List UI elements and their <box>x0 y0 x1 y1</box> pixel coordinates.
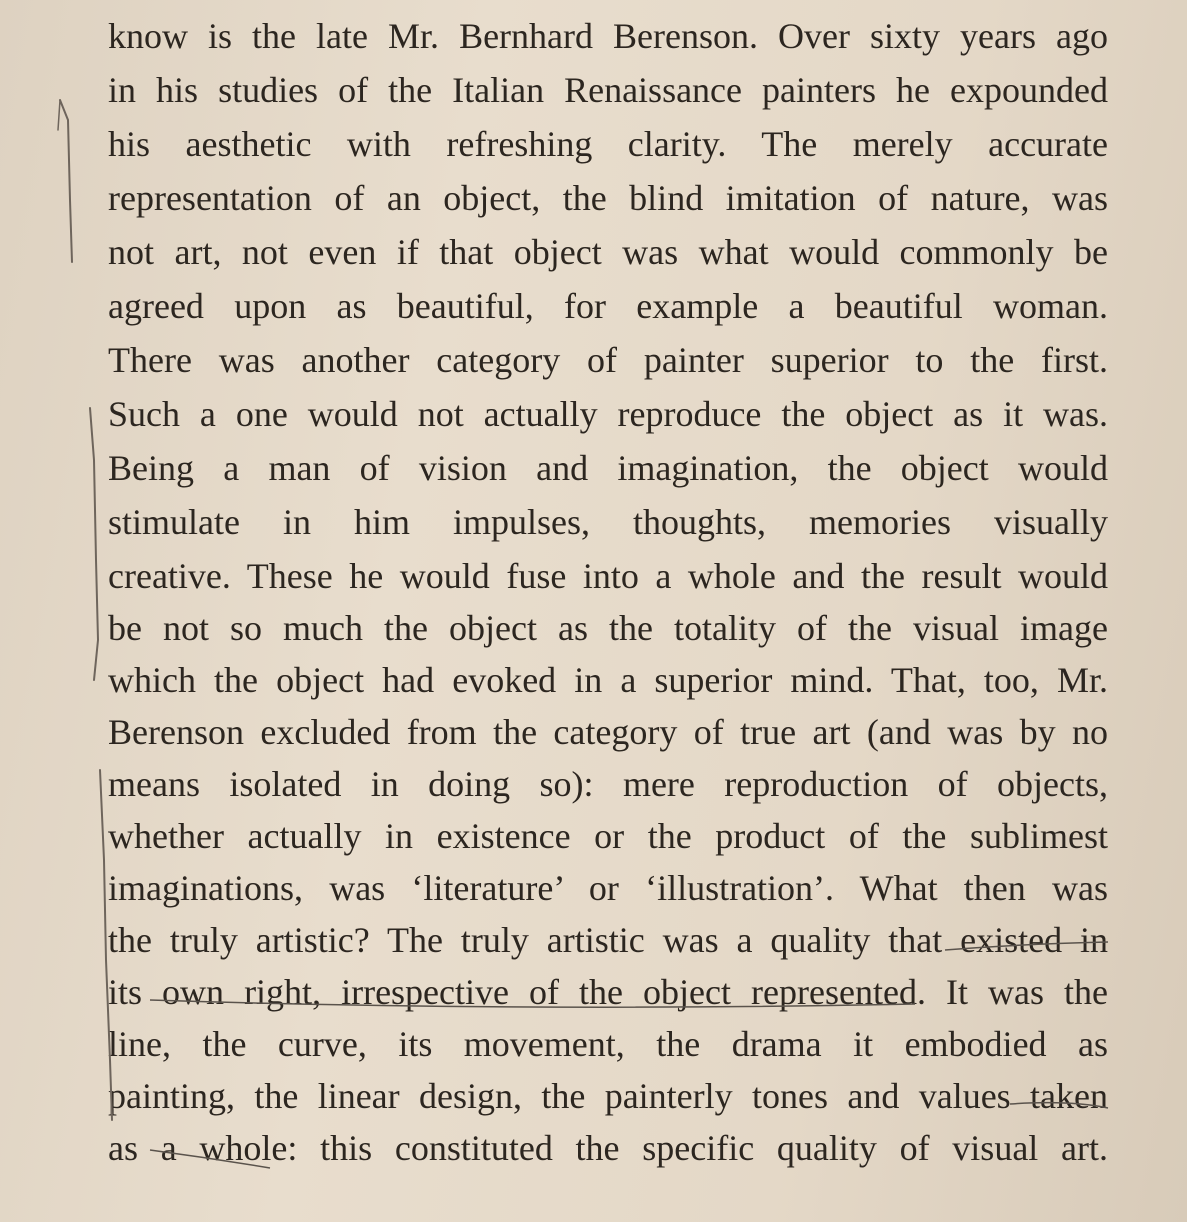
text-line: which the object had evoked in a superior mind. That, too, Mr. <box>108 660 1108 700</box>
text-line: representation of an object, the blind imitation of nature, was <box>108 178 1108 218</box>
text-line: means isolated in doing so): mere reproduction of objects, <box>108 764 1108 804</box>
text-line: in his studies of the Italian Renaissance painters he expounded <box>108 70 1108 110</box>
text-line: There was another category of painter superior to the first. <box>108 340 1108 380</box>
text-line: his aesthetic with refreshing clarity. The merely accurate <box>108 124 1108 164</box>
text-line: know is the late Mr. Bernhard Berenson. Over sixty years ago <box>108 16 1108 56</box>
text-line: the truly artistic? The truly artistic was a quality that existed in <box>108 920 1108 960</box>
text-line: imaginations, was ‘literature’ or ‘illustration’. What then was <box>108 868 1108 908</box>
margin-bracket-mark <box>60 100 72 262</box>
text-line: painting, the linear design, the painterly tones and values taken <box>108 1076 1108 1116</box>
margin-bracket-mark <box>58 100 60 130</box>
text-line: whether actually in existence or the product of the sublimest <box>108 816 1108 856</box>
text-line: Berenson excluded from the category of true art (and was by no <box>108 712 1108 752</box>
text-line: creative. These he would fuse into a whole and the result would <box>108 556 1108 596</box>
text-line: line, the curve, its movement, the drama it embodied as <box>108 1024 1108 1064</box>
text-line: not art, not even if that object was what would commonly be <box>108 232 1108 272</box>
text-line: Being a man of vision and imagination, the object would <box>108 448 1108 488</box>
margin-line-mark <box>90 408 98 680</box>
text-line: be not so much the object as the totality of the visual image <box>108 608 1108 648</box>
text-line: Such a one would not actually reproduce the object as it was. <box>108 394 1108 434</box>
text-line: its own right, irrespective of the object represented. It was the <box>108 972 1108 1012</box>
text-line: agreed upon as beautiful, for example a beautiful woman. <box>108 286 1108 326</box>
text-line: stimulate in him impulses, thoughts, memories visually <box>108 502 1108 542</box>
text-line: as a whole: this constituted the specific quality of visual art. <box>108 1128 1108 1168</box>
